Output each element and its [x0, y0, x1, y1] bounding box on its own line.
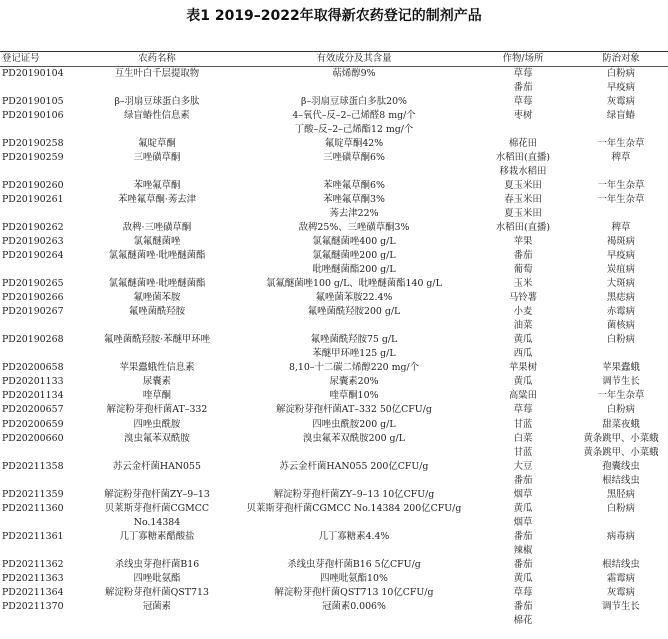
- cell-registration-number: PD20200657: [2, 404, 64, 416]
- table-row: [0, 277, 668, 291]
- table-row: [0, 165, 668, 179]
- table-row: [0, 347, 668, 361]
- cell-crop-site: 油菜: [513, 320, 533, 332]
- cell-crop-site: 草莓: [513, 68, 533, 79]
- table-row: [0, 319, 668, 333]
- cell-crop-site: 番茄: [513, 558, 533, 570]
- cell-registration-number: PD20200658: [2, 362, 64, 374]
- cell-crop-site: 棉花: [513, 614, 533, 626]
- cell-crop-site: 黄瓜: [513, 572, 533, 584]
- cell-registration-number: PD20190259: [2, 152, 64, 164]
- cell-registration-number: PD20190264: [2, 250, 64, 262]
- cell-active-ingredient: 杀线虫芽孢杆菌B16 5亿CFU/g: [287, 558, 421, 570]
- cell-registration-number: PD20190261: [2, 194, 64, 206]
- cell-registration-number: PD20190263: [2, 236, 64, 248]
- cell-crop-site: 辣椒: [513, 544, 533, 556]
- cell-pesticide-name: 杀线虫芽孢杆菌B16: [114, 558, 200, 570]
- cell-active-ingredient: 氟唑菌酰羟胺200 g/L: [307, 306, 401, 318]
- cell-control-target: 调节生长: [602, 600, 640, 612]
- cell-pesticide-name: 氟啶草酮: [138, 138, 176, 150]
- cell-crop-site: 水稻田(直播): [495, 222, 551, 234]
- cell-pesticide-name: No.14384: [133, 516, 181, 528]
- cell-crop-site: 白菜: [513, 432, 533, 444]
- table-row: [0, 81, 668, 95]
- table-row: [0, 530, 668, 544]
- cell-pesticide-name: 冠菌素: [142, 600, 172, 612]
- cell-active-ingredient: 氟唑菌酰羟胺75 g/L: [310, 334, 398, 346]
- table-row: [0, 179, 668, 193]
- cell-pesticide-name: 尿囊素: [142, 376, 172, 388]
- cell-registration-number: PD20190267: [2, 306, 64, 318]
- cell-crop-site: 小麦: [513, 306, 533, 318]
- cell-active-ingredient: 喹草酮10%: [329, 390, 379, 402]
- table-row: [0, 235, 668, 249]
- cell-pesticide-name: 氟唑菌酰羟胺·苯醚甲环唑: [103, 334, 211, 346]
- cell-crop-site: 西瓜: [513, 348, 533, 360]
- cell-control-target: 白粉病: [606, 502, 636, 514]
- cell-control-target: 灰霉病: [606, 96, 636, 108]
- table-row: [0, 361, 668, 375]
- cell-pesticide-name: 溴虫氟苯双酰胺: [124, 432, 190, 444]
- cell-control-target: 赤霉病: [606, 306, 636, 318]
- cell-pesticide-name: 贝莱斯芽孢杆菌CGMCC: [104, 502, 210, 514]
- cell-active-ingredient: 溴虫氟苯双酰胺200 g/L: [303, 432, 405, 444]
- header-control-target: 防治对象: [602, 53, 640, 64]
- cell-crop-site: 夏玉米田: [504, 180, 542, 192]
- cell-crop-site: 马铃薯: [508, 292, 538, 304]
- cell-active-ingredient: 苏云金杆菌HAN055 200亿CFU/g: [279, 460, 429, 472]
- cell-active-ingredient: 苯唑氟草酮6%: [323, 180, 385, 192]
- cell-crop-site: 黄瓜: [513, 502, 533, 514]
- table-row: [0, 389, 668, 403]
- cell-pesticide-name: 苯唑氟草酮·莠去津: [118, 194, 196, 206]
- table-row: [0, 558, 668, 572]
- cell-control-target: 炭疽病: [606, 264, 636, 276]
- cell-control-target: 白粉病: [606, 404, 636, 416]
- table-row: [0, 67, 668, 81]
- cell-crop-site: 高粱田: [508, 390, 538, 402]
- cell-pesticide-name: 几丁寡糖素醋酸盐: [119, 530, 195, 542]
- cell-crop-site: 移栽水稻田: [499, 166, 547, 178]
- cell-registration-number: PD20201133: [2, 376, 64, 388]
- header-pesticide-name: 农药名称: [138, 53, 176, 64]
- cell-active-ingredient: 萜烯醇9%: [332, 68, 376, 79]
- cell-pesticide-name: 解淀粉芽孢杆菌AT–332: [106, 404, 208, 416]
- cell-pesticide-name: 苯唑氟草酮: [133, 180, 181, 192]
- table-row: [0, 418, 668, 432]
- cell-control-target: 早疫病: [606, 250, 636, 262]
- cell-registration-number: PD20211361: [2, 530, 64, 542]
- cell-registration-number: PD20190266: [2, 292, 64, 304]
- table-row: [0, 193, 668, 207]
- cell-control-target: 一年生杂草: [597, 194, 645, 206]
- table-row: [0, 291, 668, 305]
- cell-active-ingredient: 氯氟醚菌唑400 g/L: [312, 236, 396, 248]
- cell-crop-site: 甘蓝: [513, 446, 533, 458]
- cell-crop-site: 枣树: [513, 110, 533, 122]
- cell-control-target: 甜菜夜蛾: [602, 418, 640, 430]
- cell-control-target: 根结线虫: [602, 558, 640, 570]
- cell-crop-site: 春玉米田: [504, 194, 542, 206]
- cell-registration-number: PD20211358: [2, 460, 64, 472]
- cell-active-ingredient: 贝莱斯芽孢杆菌CGMCC No.14384 200亿CFU/g: [246, 502, 462, 514]
- cell-active-ingredient: 莠去津22%: [329, 208, 379, 220]
- cell-control-target: 病毒病: [606, 530, 636, 542]
- cell-control-target: 稗草: [611, 222, 631, 234]
- cell-pesticide-name: 苹果蠹蛾性信息素: [119, 362, 195, 374]
- table-row: [0, 95, 668, 109]
- cell-crop-site: 番茄: [513, 530, 533, 542]
- table-row: [0, 249, 668, 263]
- cell-crop-site: 黄瓜: [513, 376, 533, 388]
- cell-crop-site: 番茄: [513, 82, 533, 94]
- header-crop-site: 作物/场所: [502, 53, 544, 64]
- cell-registration-number: PD20190268: [2, 334, 64, 346]
- table-row: [0, 333, 668, 347]
- cell-active-ingredient: 解淀粉芽孢杆菌QST713 10亿CFU/g: [274, 586, 434, 598]
- table-row: [0, 305, 668, 319]
- cell-registration-number: PD20211360: [2, 502, 64, 514]
- table-row: [0, 123, 668, 137]
- table-row: [0, 432, 668, 446]
- cell-registration-number: PD20190260: [2, 180, 64, 192]
- cell-control-target: 绿盲蝽: [606, 110, 636, 122]
- cell-pesticide-name: 苏云金杆菌HAN055: [113, 460, 201, 472]
- table-row: [0, 600, 668, 614]
- cell-pesticide-name: 氯氟醚菌唑: [133, 236, 181, 248]
- cell-crop-site: 苹果树: [508, 362, 538, 374]
- cell-control-target: 早疫病: [606, 82, 636, 94]
- cell-control-target: 菌核病: [606, 320, 636, 332]
- cell-control-target: 孢囊线虫: [602, 460, 640, 472]
- cell-pesticide-name: 解淀粉芽孢杆菌ZY–9–13: [104, 488, 210, 500]
- cell-control-target: 褐斑病: [606, 236, 636, 248]
- cell-control-target: 一年生杂草: [597, 138, 645, 150]
- cell-registration-number: PD20190262: [2, 222, 64, 234]
- cell-control-target: 灰霉病: [606, 586, 636, 598]
- header-registration-number: 登记证号: [2, 53, 40, 64]
- cell-registration-number: PD20211370: [2, 600, 64, 612]
- cell-registration-number: PD20190265: [2, 278, 64, 290]
- cell-control-target: 调节生长: [602, 376, 640, 388]
- cell-registration-number: PD20200659: [2, 418, 64, 430]
- table-row: [0, 586, 668, 600]
- cell-active-ingredient: 氯氟醚菌唑200 g/L: [312, 250, 396, 262]
- cell-pesticide-name: 敌稗·三唑磺草酮: [122, 222, 192, 234]
- cell-control-target: 大斑病: [606, 278, 636, 290]
- cell-active-ingredient: 敌稗25%、三唑磺草酮3%: [298, 222, 410, 234]
- cell-crop-site: 烟草: [513, 516, 533, 528]
- cell-crop-site: 番茄: [513, 474, 533, 486]
- cell-active-ingredient: 丁酸–反–2–己烯酯12 mg/个: [294, 124, 414, 136]
- cell-pesticide-name: 四唑吡氨酯: [133, 572, 181, 584]
- table-row: [0, 572, 668, 586]
- cell-active-ingredient: 氟啶草酮42%: [324, 138, 384, 150]
- cell-crop-site: 玉米: [513, 278, 533, 290]
- cell-active-ingredient: β–羽扇豆球蛋白多肽20%: [301, 96, 407, 108]
- table-row: [0, 375, 668, 389]
- cell-pesticide-name: 氟唑菌苯胺: [133, 292, 181, 304]
- table-row: [0, 474, 668, 488]
- cell-pesticide-name: 解淀粉芽孢杆菌QST713: [105, 586, 209, 598]
- cell-crop-site: 草莓: [513, 404, 533, 416]
- cell-registration-number: PD20190105: [2, 96, 64, 108]
- cell-registration-number: PD20211362: [2, 558, 64, 570]
- cell-control-target: 黄条跳甲、小菜蛾: [583, 446, 659, 458]
- cell-pesticide-name: 氯氟醚菌唑·吡唑醚菌酯: [108, 278, 206, 290]
- table-row: [0, 460, 668, 474]
- table-header-row: [0, 52, 668, 66]
- cell-active-ingredient: 4–氧代–反–2–己烯醛8 mg/个: [292, 110, 416, 122]
- cell-crop-site: 黄瓜: [513, 334, 533, 346]
- cell-active-ingredient: 解淀粉芽孢杆菌ZY–9–13 10亿CFU/g: [273, 488, 435, 500]
- cell-crop-site: 烟草: [513, 488, 533, 500]
- table-row: [0, 403, 668, 417]
- cell-registration-number: PD20200660: [2, 432, 64, 444]
- cell-control-target: 黄条跳甲、小菜蛾: [583, 432, 659, 444]
- cell-control-target: 根结线虫: [602, 474, 640, 486]
- cell-registration-number: PD20190106: [2, 110, 64, 122]
- cell-active-ingredient: 解淀粉芽孢杆菌AT–332 50亿CFU/g: [276, 404, 432, 416]
- cell-active-ingredient: 苯醚甲环唑125 g/L: [312, 348, 396, 360]
- table-row: [0, 446, 668, 460]
- cell-control-target: 白粉病: [606, 334, 636, 346]
- cell-crop-site: 番茄: [513, 250, 533, 262]
- cell-crop-site: 番茄: [513, 600, 533, 612]
- cell-registration-number: PD20190104: [2, 68, 64, 79]
- table-row: [0, 614, 668, 628]
- table-row: [0, 263, 668, 277]
- cell-active-ingredient: 吡唑醚菌酯200 g/L: [312, 264, 396, 276]
- table-row: [0, 502, 668, 516]
- cell-control-target: 稗草: [611, 152, 631, 164]
- table-row: [0, 516, 668, 530]
- cell-active-ingredient: 尿囊素20%: [329, 376, 379, 388]
- cell-pesticide-name: 三唑磺草酮: [133, 152, 181, 164]
- cell-active-ingredient: 苯唑氟草酮3%: [323, 194, 385, 206]
- cell-active-ingredient: 氯氟醚菌唑100 g/L、吡唑醚菌酯140 g/L: [266, 278, 442, 290]
- cell-active-ingredient: 氟唑菌苯胺22.4%: [315, 292, 393, 304]
- cell-crop-site: 甘蓝: [513, 418, 533, 430]
- cell-control-target: 黑痣病: [606, 292, 636, 304]
- cell-control-target: 苹果蠹蛾: [602, 362, 640, 374]
- cell-crop-site: 苹果: [513, 236, 533, 248]
- cell-crop-site: 草莓: [513, 586, 533, 598]
- cell-crop-site: 大豆: [513, 460, 533, 472]
- cell-pesticide-name: 互生叶白千层提取物: [114, 68, 200, 79]
- cell-pesticide-name: 氯氟醚菌唑·吡唑醚菌酯: [108, 250, 206, 262]
- cell-registration-number: PD20211359: [2, 488, 64, 500]
- cell-registration-number: PD20211363: [2, 572, 64, 584]
- cell-pesticide-name: 四唑虫酰胺: [133, 418, 181, 430]
- table-row: [0, 488, 668, 502]
- cell-active-ingredient: 冠菌素0.006%: [322, 600, 386, 612]
- cell-crop-site: 草莓: [513, 96, 533, 108]
- table-row: [0, 544, 668, 558]
- cell-crop-site: 水稻田(直播): [495, 152, 551, 164]
- cell-registration-number: PD20201134: [2, 390, 64, 402]
- table-row: [0, 207, 668, 221]
- table-row: [0, 137, 668, 151]
- header-active-ingredient: 有效成分及其含量: [316, 53, 392, 64]
- cell-active-ingredient: 四唑吡氨酯10%: [320, 572, 388, 584]
- cell-crop-site: 葡萄: [513, 264, 533, 276]
- cell-pesticide-name: β–羽扇豆球蛋白多肽: [114, 96, 200, 108]
- cell-control-target: 霜霉病: [606, 572, 636, 584]
- cell-crop-site: 夏玉米田: [504, 208, 542, 220]
- cell-crop-site: 棉花田: [508, 138, 538, 150]
- cell-active-ingredient: 几丁寡糖素4.4%: [318, 530, 390, 542]
- cell-active-ingredient: 三唑磺草酮6%: [323, 152, 385, 164]
- cell-control-target: 白粉病: [606, 68, 636, 79]
- cell-active-ingredient: 四唑虫酰胺200 g/L: [312, 418, 396, 430]
- cell-control-target: 黑胫病: [606, 488, 636, 500]
- cell-pesticide-name: 氟唑菌酰羟胺: [128, 306, 186, 318]
- table-row: [0, 221, 668, 235]
- cell-control-target: 一年生杂草: [597, 390, 645, 402]
- cell-control-target: 一年生杂草: [597, 180, 645, 192]
- table-row: [0, 109, 668, 123]
- table-row: [0, 151, 668, 165]
- page-title: 表1 2019–2022年取得新农药登记的制剂产品: [186, 8, 482, 24]
- cell-pesticide-name: 喹草酮: [142, 390, 172, 402]
- cell-registration-number: PD20190258: [2, 138, 64, 150]
- cell-pesticide-name: 绿盲蝽性信息素: [124, 110, 190, 122]
- cell-active-ingredient: 8,10–十二碳二烯醇220 mg/个: [288, 362, 420, 374]
- cell-registration-number: PD20211364: [2, 586, 64, 598]
